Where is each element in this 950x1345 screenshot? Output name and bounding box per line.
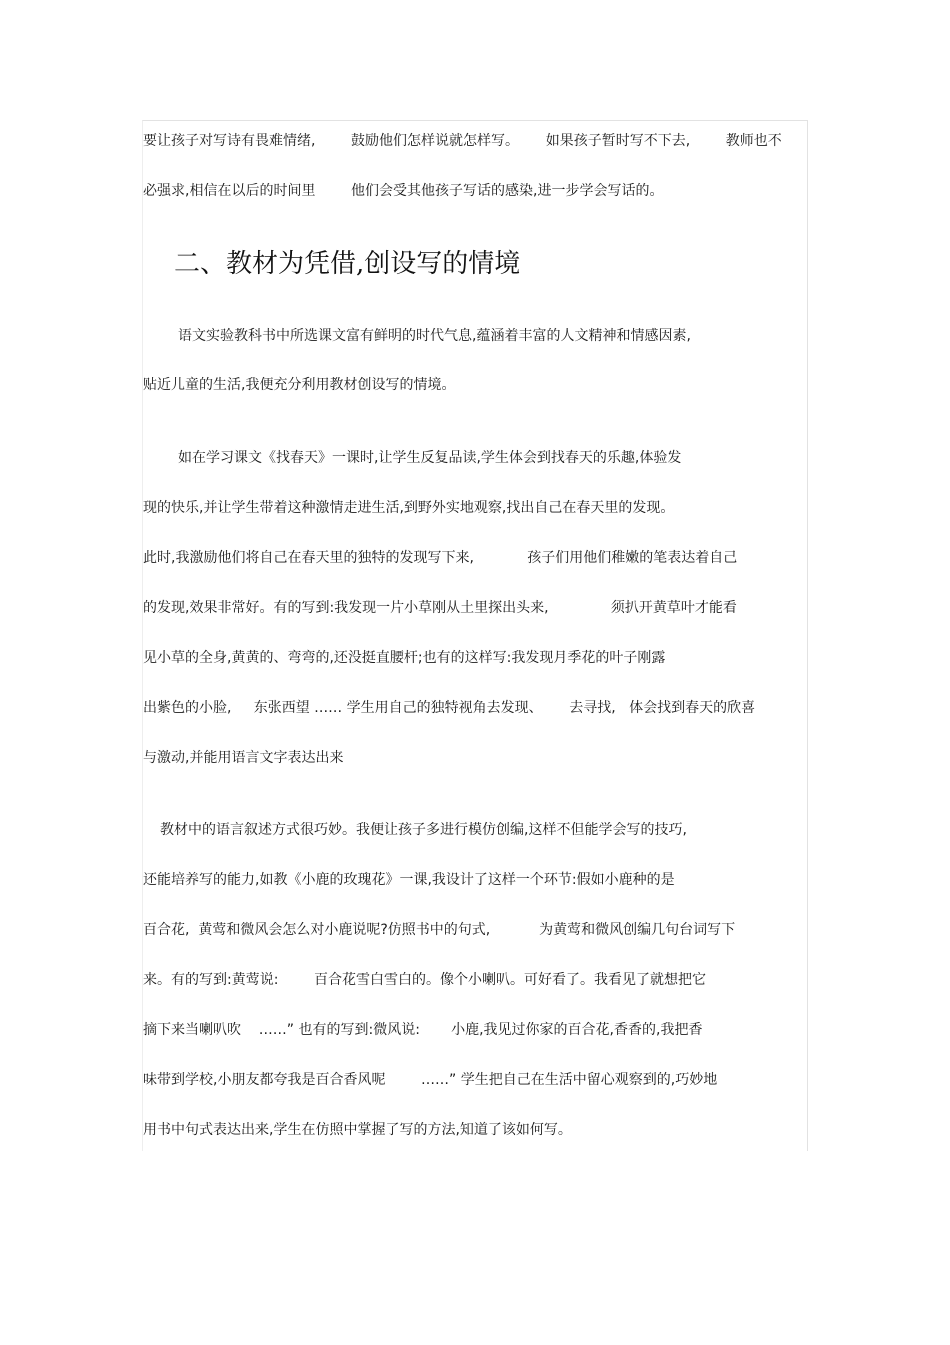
paragraph-line: 的发现,效果非常好。有的写到:我发现一片小草刚从土里探出头来, 须扒开黄草叶才能看 bbox=[143, 600, 737, 616]
paragraph-line: 语文实验教科书中所选课文富有鲜明的时代气息,蕴涵着丰富的人文精神和情感因素, bbox=[178, 328, 691, 344]
paragraph-line: 见小草的全身,黄黄的、弯弯的,还没挺直腰杆;也有的这样写:我发现月季花的叶子刚露 bbox=[143, 650, 666, 666]
paragraph-line: 摘下来当喇叭吹 ……” 也有的写到:微风说: 小鹿,我见过你家的百合花,香香的,我把香 bbox=[143, 1022, 703, 1038]
paragraph-line: 如在学习课文《找春天》一课时,让学生反复品读,学生体会到找春天的乐趣,体验发 bbox=[178, 450, 682, 466]
paragraph-line: 用书中句式表达出来,学生在仿照中掌握了写的方法,知道了该如何写。 bbox=[143, 1122, 572, 1138]
paragraph-line: 味带到学校,小朋友都夸我是百合香风呢 ……” 学生把自己在生活中留心观察到的,巧妙地 bbox=[143, 1072, 718, 1088]
paragraph-line: 还能培养写的能力,如教《小鹿的玫瑰花》一课,我设计了这样一个环节:假如小鹿种的是 bbox=[143, 872, 675, 888]
paragraph-line: 此时,我激励他们将自己在春天里的独特的发现写下来, 孩子们用他们稚嫩的笔表达着自己 bbox=[143, 550, 738, 566]
paragraph-line: 贴近儿童的生活,我便充分利用教材创设写的情境。 bbox=[143, 377, 456, 393]
paragraph-line: 来。有的写到:黄莺说: 百合花雪白雪白的。像个小喇叭。可好看了。我看见了就想把它 bbox=[143, 972, 707, 988]
paragraph-line: 要让孩子对写诗有畏难情绪, 鼓励他们怎样说就怎样写。 如果孩子暂时写不下去, 教师也不 bbox=[143, 133, 782, 149]
paragraph-line: 现的快乐,并让学生带着这种激情走进生活,到野外实地观察,找出自己在春天里的发现。 bbox=[143, 500, 675, 516]
paragraph-line: 与激动,并能用语言文字表达出来 bbox=[143, 750, 344, 766]
paragraph-line: 必强求,相信在以后的时间里 他们会受其他孩子写话的感染,进一步学会写话的。 bbox=[143, 183, 664, 199]
paragraph-line: 教材中的语言叙述方式很巧妙。我便让孩子多进行模仿创编,这样不但能学会写的技巧, bbox=[160, 822, 687, 838]
section-heading: 二、教材为凭借,创设写的情境 bbox=[174, 249, 521, 279]
paragraph-line: 出紫色的小脸, 东张西望 …… 学生用自己的独特视角去发现、 去寻找, 体会找到春天的欣喜 bbox=[143, 700, 756, 716]
paragraph-line: 百合花, 黄莺和微风会怎么对小鹿说呢?仿照书中的句式, 为黄莺和微风创编几句台词写下 bbox=[143, 922, 736, 938]
